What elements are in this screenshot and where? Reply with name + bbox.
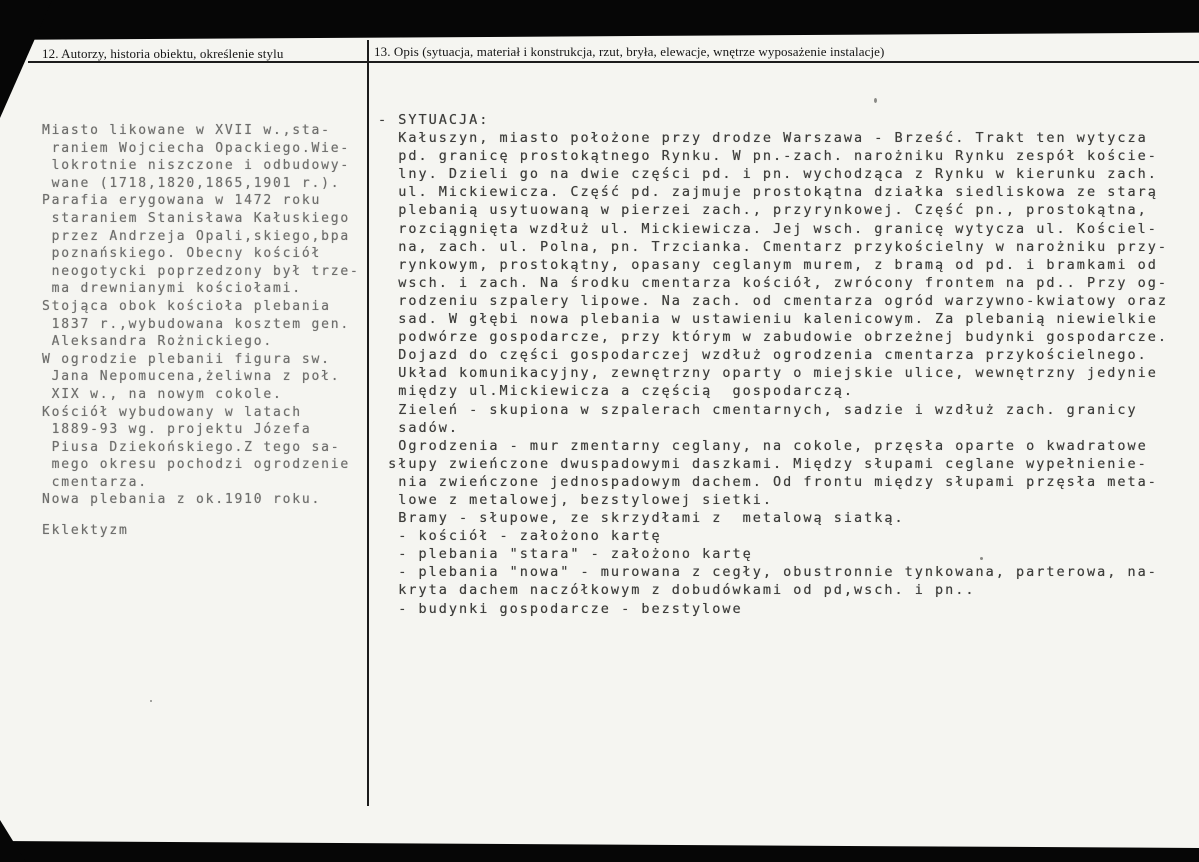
text-line: neogotycki poprzedzony był trze-: [42, 263, 360, 279]
scan-edge-bottom: [0, 835, 1199, 862]
text-line: [42, 509, 360, 522]
text-line: Układ komunikacyjny, zewnętrzny oparty o miejskie ulice, wewnętrzny jedynie: [378, 365, 1158, 382]
text-line: wsch. i zach. Na środku cmentarza kościół, zwrócony frontem na pd.. Przy og-: [378, 274, 1168, 291]
text-line: lokrotnie niszczone i odbudowy-: [42, 158, 351, 174]
text-line: Zieleń - skupiona w szpalerach cmentarnych, sadzie i wzdłuż zach. granicy: [378, 401, 1138, 418]
text-line: staraniem Stanisława Kałuskiego: [42, 210, 351, 226]
section-12-history-text: [42, 122, 360, 540]
text-line: - plebania "stara" - założono kartę: [378, 546, 753, 563]
text-line: wane (1718,1820,1865,1901 r.).: [42, 175, 341, 191]
text-line: poznańskiego. Obecny kościół: [42, 246, 322, 262]
text-line: W ogrodzie plebanii figura sw.: [42, 351, 331, 367]
text-line: 1889-93 wg. projektu Józefa: [42, 422, 312, 438]
text-line: Piusa Dziekońskiego.Z tego sa-: [42, 439, 341, 455]
text-line: - SYTUACJA:: [378, 112, 490, 128]
scan-edge-top: [0, 0, 1199, 40]
text-line: raniem Wojciecha Opackiego.Wie-: [42, 140, 351, 156]
text-line: rodzeniu szpalery lipowe. Na zach. od cmentarza ogród warzywno-kwiatowy oraz: [378, 292, 1168, 309]
text-line: kryta dachem naczółkowym z dobudówkami od pd,wsch. i pn..: [378, 582, 976, 599]
text-line: lowe z metalowej, bezstylowej sietki.: [378, 491, 773, 508]
section-12-header: 12. Autorzy, historia obiektu, określenie stylu: [42, 46, 284, 61]
text-line: XIX w., na nowym cokole.: [42, 386, 283, 402]
text-line: lny. Dzieli go na dwie części pd. i pn. wychodząca z Rynku w kierunku zach.: [378, 166, 1158, 183]
text-line: cmentarza.: [42, 474, 148, 490]
text-line: Stojąca obok kościoła plebania: [42, 298, 331, 314]
text-line: Miasto likowane w XVII w.,sta-: [42, 123, 331, 138]
text-line: nia zwieńczone jednospadowym dachem. Od frontu między słupami przęsła meta-: [378, 473, 1158, 490]
scan-speck: [980, 557, 983, 560]
text-line: - plebania "nowa" - murowana z cegły, obustronnie tynkowana, parterowa, na-: [378, 564, 1158, 581]
section-13-header: 13. Opis (sytuacja, materiał i konstrukcja, rzut, bryła, elewacje, wnętrze wyposażenie instalacje): [374, 44, 885, 59]
text-line: przez Andrzeja Opali,skiego,bpa: [42, 228, 351, 244]
text-line: podwórze gospodarcze, przy którym w zabudowie obrzeżnej budynki gospodarcze.: [378, 329, 1168, 346]
text-line: na, zach. ul. Polna, pn. Trzcianka. Cmentarz przykościelny w narożniku przy-: [378, 238, 1168, 255]
text-line: rozciągnięta wzdłuż ul. Mickiewicza. Jej wsch. granicę wytycza ul. Kościel-: [378, 220, 1158, 237]
text-line: ul. Mickiewicza. Część pd. zajmuje prostokątna działka siedliskowa ze starą: [378, 184, 1158, 201]
text-line: mego okresu pochodzi ogrodzenie: [42, 457, 351, 473]
text-line: Jana Nepomucena,żeliwna z poł.: [42, 369, 341, 385]
text-line: ma drewnianymi kościołami.: [42, 281, 302, 297]
text-line: między ul.Mickiewicza a częścią gospodarczą.: [378, 383, 855, 400]
section-13-description-text: [378, 111, 1168, 618]
text-line: rynkowym, prostokątny, opasany ceglanym murem, z bramą od pd. i bramkami od: [378, 256, 1158, 273]
text-line: Aleksandra Rożnickiego.: [42, 334, 274, 350]
scan-speck: [874, 98, 877, 103]
text-line: słupy zwieńczone dwuspadowymi daszkami. Między słupami ceglane wypełnienie-: [378, 455, 1148, 472]
text-line: Ogrodzenia - mur zmentarny ceglany, na cokole, przęsła oparte o kwadratowe: [378, 437, 1148, 454]
text-line: - budynki gospodarcze - bezstylowe: [378, 600, 743, 617]
scan-edge-bottom-left: [0, 820, 26, 862]
text-line: - kościół - założono kartę: [378, 528, 662, 545]
text-line: Eklektyzm: [42, 523, 129, 539]
text-line: pd. granicę prostokątnego Rynku. W pn.-zach. narożniku Rynku zespół koście-: [378, 148, 1158, 165]
column-divider-line: [367, 40, 369, 806]
text-line: 1837 r.,wybudowana kosztem gen.: [42, 316, 351, 332]
text-line: Dojazd do części gospodarczej wzdłuż ogrodzenia cmentarza przykościelnego.: [378, 347, 1148, 364]
text-line: sadów.: [378, 419, 460, 436]
text-line: Kałuszyn, miasto położone przy drodze Warszawa - Brześć. Trakt ten wytycza: [378, 130, 1148, 147]
text-line: Bramy - słupowe, ze skrzydłami z metalową siatką.: [378, 510, 905, 527]
text-line: Parafia erygowana w 1472 roku: [42, 193, 322, 209]
text-line: Nowa plebania z ok.1910 roku.: [42, 492, 322, 508]
text-line: sad. W głębi nowa plebania w ustawieniu kalenicowym. Za plebanią niewielkie: [378, 311, 1158, 328]
text-line: plebanią usytuowaną w pierzei zach., przyrynkowej. Część pn., prostokątna,: [378, 202, 1148, 219]
scan-speck: [150, 700, 152, 702]
text-line: Kościół wybudowany w latach: [42, 404, 302, 420]
